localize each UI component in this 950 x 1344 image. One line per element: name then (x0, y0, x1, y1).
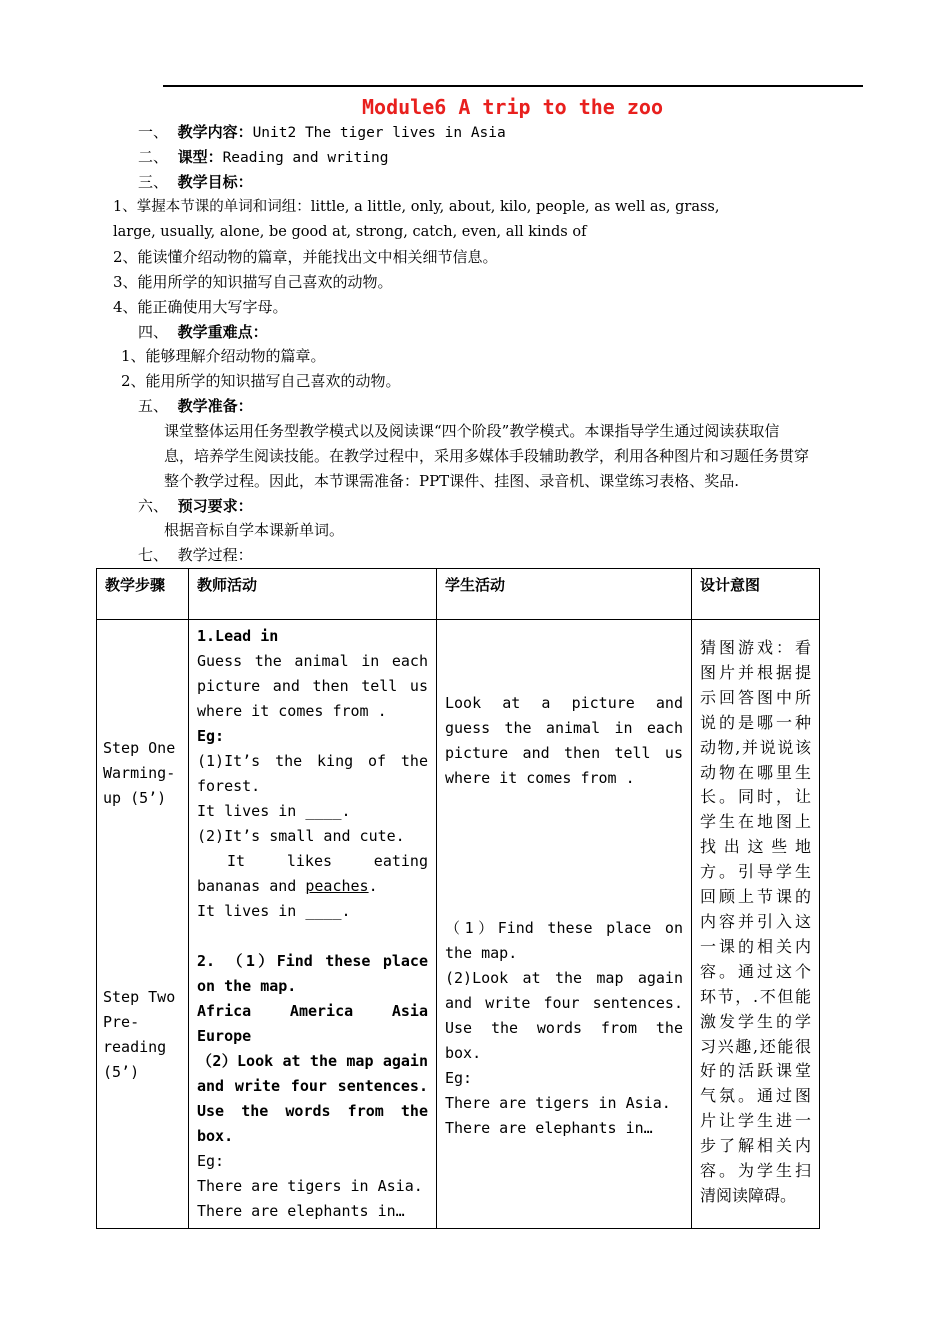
section-7-num: 七、 (138, 546, 169, 564)
riddle-1-blank: It lives in ____. (197, 802, 351, 820)
example-2: There are elephants in… (197, 1202, 405, 1220)
lead-in-title: 1.Lead in (197, 627, 279, 645)
riddle-2-blank: It lives in ____. (197, 902, 351, 920)
task-2-sub-2: （2）Look at the map again and write four sentences. Use the words from the box. (197, 1052, 428, 1145)
prep-line-1: 课堂整体运用任务型教学模式以及阅读课“四个阶段”教学模式。本课指导学生通过阅读获取信 (164, 422, 780, 440)
design-intent-text: 猜图游戏：看图片并根据提示回答图中所说的是哪一种动物,并说说该动物在哪里生长。同时，让学生在地图上找出这些地方。引导学生回顾上节课的内容并引入这一课的相关内容。通过这个环节，.不但能激发学生的学习兴趣,还能很好的活跃课堂气氛。通过图片让学生进一步了解相关内容。为学生扫清阅读障碍。 (700, 638, 811, 1205)
step-one-line-2: Warming- (103, 764, 176, 782)
step-cell (97, 620, 189, 1229)
prep-line-3: 整个教学过程。因此，本节课需准备：PPT课件、挂图、录音机、课堂练习表格、奖品. (164, 472, 739, 490)
step-two-line-3: reading (103, 1038, 167, 1056)
section-2-num: 二、 (138, 148, 169, 166)
key-point-2: 2、能用所学的知识描写自己喜欢的动物。 (121, 372, 401, 390)
step-two-line-2: Pre- (103, 1013, 140, 1031)
section-6-label: 预习要求： (177, 497, 253, 515)
preview-text: 根据音标自学本课新单词。 (164, 521, 345, 539)
student-activity-3: (2)Look at the map again and write four sentences. Use the words from the box. (445, 969, 683, 1062)
table-row (97, 620, 820, 1229)
student-example-1: There are tigers in Asia. (445, 1094, 671, 1112)
objective-1-line-1: 1、掌握本节课的单词和词组：little, a little, only, about, kilo, people, as well as, grass, (113, 199, 720, 215)
objective-3: 3、能用所学的知识描写自己喜欢的动物。 (113, 273, 393, 291)
section-3-num: 三、 (138, 173, 169, 191)
header-student: 学生活动 (437, 569, 692, 620)
section-2 (138, 147, 388, 168)
teaching-process-table (96, 568, 820, 1229)
riddle-2: (2)It’s small and cute. (197, 827, 405, 845)
section-2-label: 课型： (177, 148, 223, 166)
objective-1-line-2: large, usually, alone, be good at, strong, catch, even, all kinds of (113, 224, 587, 240)
header-teacher: 教师活动 (189, 569, 437, 620)
continent-america: America (289, 1002, 354, 1020)
student-activity-cell (437, 620, 692, 1229)
design-intent-cell (692, 620, 820, 1229)
step-two-line-4: (5’) (103, 1063, 140, 1081)
step-one-line-1: Step One (103, 739, 176, 757)
table-header-row (97, 569, 820, 620)
prep-line-2: 息，培养学生阅读技能。在教学过程中，采用多媒体手段辅助教学，利用各种图片和习题任务贯穿 (164, 447, 810, 465)
page-title: Module6 A trip to the zoo (361, 95, 664, 119)
continent-africa: Africa (197, 1002, 252, 1020)
section-7 (138, 545, 253, 565)
section-4 (138, 322, 268, 342)
header-rule (163, 85, 863, 87)
section-4-num: 四、 (138, 323, 169, 341)
riddle-1: (1)It’s the king of the forest. (197, 752, 428, 795)
section-3-label: 教学目标： (177, 173, 253, 191)
objective-4: 4、能正确使用大写字母。 (113, 298, 288, 316)
section-1-text: Unit2 The tiger lives in Asia (252, 125, 506, 141)
section-5-label: 教学准备： (177, 397, 253, 415)
riddle-2-clue: It likes eating bananas and peaches. (197, 852, 428, 895)
continent-europe: Europe (197, 1027, 252, 1045)
section-1-label: 教学内容： (177, 123, 253, 141)
header-design: 设计意图 (692, 569, 820, 620)
section-5-num: 五、 (138, 397, 169, 415)
teacher-activity-cell (189, 620, 437, 1229)
student-eg: Eg: (445, 1069, 473, 1087)
step-one-line-3: up (5’) (103, 789, 167, 807)
section-1-num: 一、 (138, 123, 169, 141)
section-6-num: 六、 (138, 497, 169, 515)
section-6 (138, 496, 253, 516)
student-example-2: There are elephants in… (445, 1119, 653, 1137)
student-activity-2: （1）Find these place on the map. (445, 919, 683, 962)
section-7-label: 教学过程： (177, 546, 253, 564)
section-5 (138, 396, 253, 416)
section-2-text: Reading and writing (222, 150, 389, 166)
section-1 (138, 122, 506, 143)
example-1: There are tigers in Asia. (197, 1177, 423, 1195)
peaches-link: peaches (305, 877, 369, 895)
continent-asia: Asia (391, 1002, 428, 1020)
continent-list (197, 999, 428, 1024)
section-4-label: 教学重难点： (177, 323, 268, 341)
student-activity-1: Look at a picture and guess the animal in each picture and then tell us where it comes from . (445, 694, 683, 787)
task-2-title: 2. （1）Find these place on the map. (197, 952, 428, 995)
header-step: 教学步骤 (97, 569, 189, 620)
lead-in-eg: Eg: (197, 727, 225, 745)
lead-in-description: Guess the animal in each picture and then tell us where it comes from . (197, 652, 428, 720)
task-2-eg: Eg: (197, 1152, 225, 1170)
objective-2: 2、能读懂介绍动物的篇章，并能找出文中相关细节信息。 (113, 248, 498, 266)
key-point-1: 1、能够理解介绍动物的篇章。 (121, 347, 326, 365)
section-3 (138, 172, 253, 192)
step-two-line-1: Step Two (103, 988, 176, 1006)
